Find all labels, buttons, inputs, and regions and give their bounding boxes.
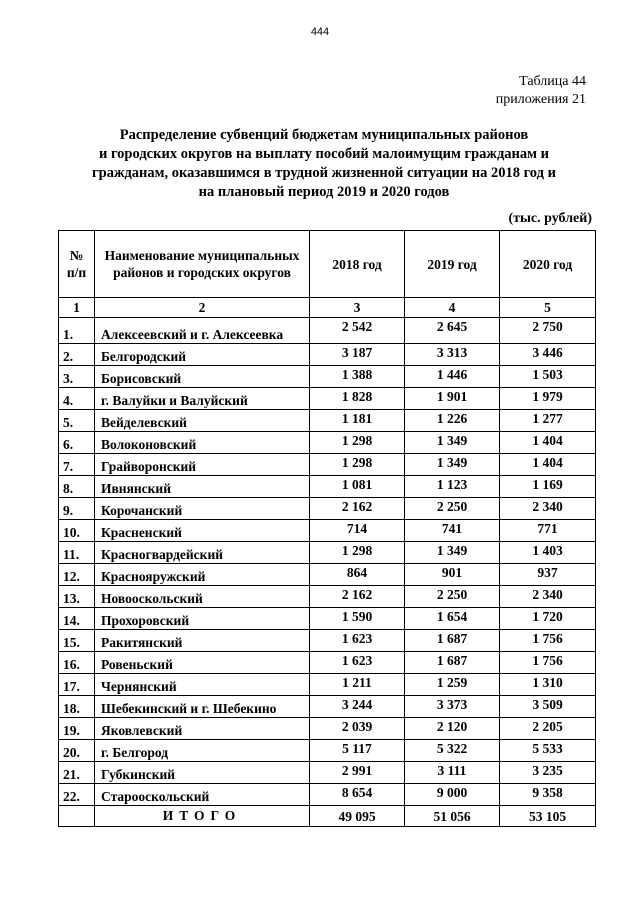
table-row bbox=[59, 586, 596, 608]
table-header-row bbox=[59, 231, 596, 298]
title-line: Распределение субвенций бюджетам муниципальных районов bbox=[119, 127, 529, 143]
district-name: Старооскольский bbox=[95, 784, 310, 806]
district-name: Краснояружский bbox=[95, 564, 310, 586]
row-number: 15. bbox=[59, 630, 95, 652]
table-row bbox=[59, 344, 596, 366]
district-name: Борисовский bbox=[95, 366, 310, 388]
value-2018: 1 298 bbox=[310, 432, 405, 454]
district-name: Ровеньский bbox=[95, 652, 310, 674]
header-2018: 2018 год bbox=[310, 231, 405, 298]
total-2020: 53 105 bbox=[500, 806, 596, 827]
row-number: 7. bbox=[59, 454, 95, 476]
header-2020: 2020 год bbox=[500, 231, 596, 298]
value-2018: 1 623 bbox=[310, 630, 405, 652]
table-row bbox=[59, 454, 596, 476]
row-number: 3. bbox=[59, 366, 95, 388]
column-number: 2 bbox=[95, 298, 310, 318]
row-number: 14. bbox=[59, 608, 95, 630]
column-number: 4 bbox=[405, 298, 500, 318]
subvention-table bbox=[58, 230, 596, 827]
table-row bbox=[59, 498, 596, 520]
row-number: 5. bbox=[59, 410, 95, 432]
value-2020: 1 404 bbox=[500, 432, 596, 454]
total-2018: 49 095 bbox=[310, 806, 405, 827]
district-name: Ивнянский bbox=[95, 476, 310, 498]
row-number: 1. bbox=[59, 318, 95, 344]
district-name: Красненский bbox=[95, 520, 310, 542]
table-row bbox=[59, 630, 596, 652]
value-2019: 3 373 bbox=[405, 696, 500, 718]
district-name: Алексеевский и г. Алексеевка bbox=[95, 318, 310, 344]
value-2020: 1 756 bbox=[500, 630, 596, 652]
value-2018: 1 298 bbox=[310, 454, 405, 476]
value-2020: 3 509 bbox=[500, 696, 596, 718]
page-number: 444 bbox=[310, 26, 330, 38]
district-name: Шебекинский и г. Шебекино bbox=[95, 696, 310, 718]
column-number: 3 bbox=[310, 298, 405, 318]
row-number: 6. bbox=[59, 432, 95, 454]
header-number: № п/п bbox=[59, 231, 95, 298]
value-2019: 5 322 bbox=[405, 740, 500, 762]
table-row bbox=[59, 762, 596, 784]
value-2019: 1 226 bbox=[405, 410, 500, 432]
value-2019: 1 446 bbox=[405, 366, 500, 388]
district-name: Белгородский bbox=[95, 344, 310, 366]
table-caption-line1: Таблица 44 bbox=[519, 74, 586, 89]
table-row bbox=[59, 740, 596, 762]
value-2019: 2 250 bbox=[405, 498, 500, 520]
table-caption bbox=[496, 73, 586, 109]
value-2019: 2 645 bbox=[405, 318, 500, 344]
total-number-cell bbox=[59, 806, 95, 827]
row-number: 21. bbox=[59, 762, 95, 784]
row-number: 18. bbox=[59, 696, 95, 718]
value-2020: 9 358 bbox=[500, 784, 596, 806]
row-number: 2. bbox=[59, 344, 95, 366]
title-line: на плановый период 2019 и 2020 годов bbox=[198, 184, 450, 200]
value-2020: 2 340 bbox=[500, 586, 596, 608]
table-row bbox=[59, 318, 596, 344]
value-2018: 1 388 bbox=[310, 366, 405, 388]
column-number: 1 bbox=[59, 298, 95, 318]
district-name: Новооскольский bbox=[95, 586, 310, 608]
district-name: Прохоровский bbox=[95, 608, 310, 630]
row-number: 13. bbox=[59, 586, 95, 608]
district-name: Грайворонский bbox=[95, 454, 310, 476]
value-2020: 1 503 bbox=[500, 366, 596, 388]
title-line: гражданам, оказавшимся в трудной жизненной ситуации на 2018 год и bbox=[92, 165, 556, 181]
table-row bbox=[59, 564, 596, 586]
value-2018: 3 187 bbox=[310, 344, 405, 366]
value-2020: 771 bbox=[500, 520, 596, 542]
value-2019: 1 349 bbox=[405, 432, 500, 454]
row-number: 11. bbox=[59, 542, 95, 564]
value-2019: 3 111 bbox=[405, 762, 500, 784]
value-2019: 3 313 bbox=[405, 344, 500, 366]
value-2020: 1 979 bbox=[500, 388, 596, 410]
header-2019: 2019 год bbox=[405, 231, 500, 298]
district-name: Губкинский bbox=[95, 762, 310, 784]
value-2020: 3 446 bbox=[500, 344, 596, 366]
table-row bbox=[59, 388, 596, 410]
row-number: 10. bbox=[59, 520, 95, 542]
total-label: ИТОГО bbox=[95, 806, 310, 827]
table-row bbox=[59, 608, 596, 630]
value-2018: 1 623 bbox=[310, 652, 405, 674]
value-2020: 1 310 bbox=[500, 674, 596, 696]
value-2020: 2 340 bbox=[500, 498, 596, 520]
value-2019: 741 bbox=[405, 520, 500, 542]
units-note: (тыс. рублей) bbox=[508, 211, 592, 226]
value-2019: 1 123 bbox=[405, 476, 500, 498]
table-row bbox=[59, 674, 596, 696]
value-2018: 5 117 bbox=[310, 740, 405, 762]
value-2018: 714 bbox=[310, 520, 405, 542]
value-2018: 1 828 bbox=[310, 388, 405, 410]
value-2019: 1 687 bbox=[405, 630, 500, 652]
value-2020: 2 205 bbox=[500, 718, 596, 740]
value-2018: 2 542 bbox=[310, 318, 405, 344]
table-row bbox=[59, 784, 596, 806]
value-2020: 1 720 bbox=[500, 608, 596, 630]
district-name: Красногвардейский bbox=[95, 542, 310, 564]
row-number: 4. bbox=[59, 388, 95, 410]
value-2019: 1 349 bbox=[405, 542, 500, 564]
value-2018: 2 039 bbox=[310, 718, 405, 740]
district-name: Волоконовский bbox=[95, 432, 310, 454]
total-row bbox=[59, 806, 596, 827]
row-number: 8. bbox=[59, 476, 95, 498]
table-row bbox=[59, 542, 596, 564]
value-2020: 1 277 bbox=[500, 410, 596, 432]
district-name: Чернянский bbox=[95, 674, 310, 696]
table-row bbox=[59, 410, 596, 432]
value-2018: 1 081 bbox=[310, 476, 405, 498]
table-row bbox=[59, 476, 596, 498]
column-number: 5 bbox=[500, 298, 596, 318]
value-2018: 1 181 bbox=[310, 410, 405, 432]
row-number: 19. bbox=[59, 718, 95, 740]
district-name: г. Валуйки и Валуйский bbox=[95, 388, 310, 410]
row-number: 20. bbox=[59, 740, 95, 762]
column-number-row bbox=[59, 298, 596, 318]
value-2018: 8 654 bbox=[310, 784, 405, 806]
value-2018: 1 298 bbox=[310, 542, 405, 564]
value-2019: 1 259 bbox=[405, 674, 500, 696]
table-row bbox=[59, 718, 596, 740]
value-2020: 2 750 bbox=[500, 318, 596, 344]
district-name: Корочанский bbox=[95, 498, 310, 520]
value-2018: 2 991 bbox=[310, 762, 405, 784]
row-number: 22. bbox=[59, 784, 95, 806]
value-2020: 1 169 bbox=[500, 476, 596, 498]
value-2019: 9 000 bbox=[405, 784, 500, 806]
value-2020: 3 235 bbox=[500, 762, 596, 784]
document-title bbox=[60, 126, 588, 202]
total-2019: 51 056 bbox=[405, 806, 500, 827]
value-2019: 1 654 bbox=[405, 608, 500, 630]
table-caption-line2: приложения 21 bbox=[495, 92, 586, 107]
district-name: Вейделевский bbox=[95, 410, 310, 432]
value-2018: 1 211 bbox=[310, 674, 405, 696]
value-2020: 937 bbox=[500, 564, 596, 586]
value-2018: 864 bbox=[310, 564, 405, 586]
value-2019: 2 120 bbox=[405, 718, 500, 740]
table-row bbox=[59, 366, 596, 388]
value-2019: 901 bbox=[405, 564, 500, 586]
value-2019: 2 250 bbox=[405, 586, 500, 608]
value-2018: 2 162 bbox=[310, 586, 405, 608]
value-2018: 2 162 bbox=[310, 498, 405, 520]
district-name: Ракитянский bbox=[95, 630, 310, 652]
value-2020: 1 403 bbox=[500, 542, 596, 564]
row-number: 12. bbox=[59, 564, 95, 586]
table-row bbox=[59, 520, 596, 542]
value-2020: 5 533 bbox=[500, 740, 596, 762]
title-line: и городских округов на выплату пособий малоимущим гражданам и bbox=[98, 146, 549, 162]
district-name: г. Белгород bbox=[95, 740, 310, 762]
value-2019: 1 349 bbox=[405, 454, 500, 476]
table-row bbox=[59, 696, 596, 718]
table-row bbox=[59, 652, 596, 674]
row-number: 17. bbox=[59, 674, 95, 696]
header-name: Наименование муниципальных районов и городских округов bbox=[95, 231, 310, 298]
value-2020: 1 756 bbox=[500, 652, 596, 674]
table-row bbox=[59, 432, 596, 454]
value-2018: 3 244 bbox=[310, 696, 405, 718]
row-number: 9. bbox=[59, 498, 95, 520]
value-2020: 1 404 bbox=[500, 454, 596, 476]
row-number: 16. bbox=[59, 652, 95, 674]
value-2019: 1 687 bbox=[405, 652, 500, 674]
value-2018: 1 590 bbox=[310, 608, 405, 630]
district-name: Яковлевский bbox=[95, 718, 310, 740]
value-2019: 1 901 bbox=[405, 388, 500, 410]
